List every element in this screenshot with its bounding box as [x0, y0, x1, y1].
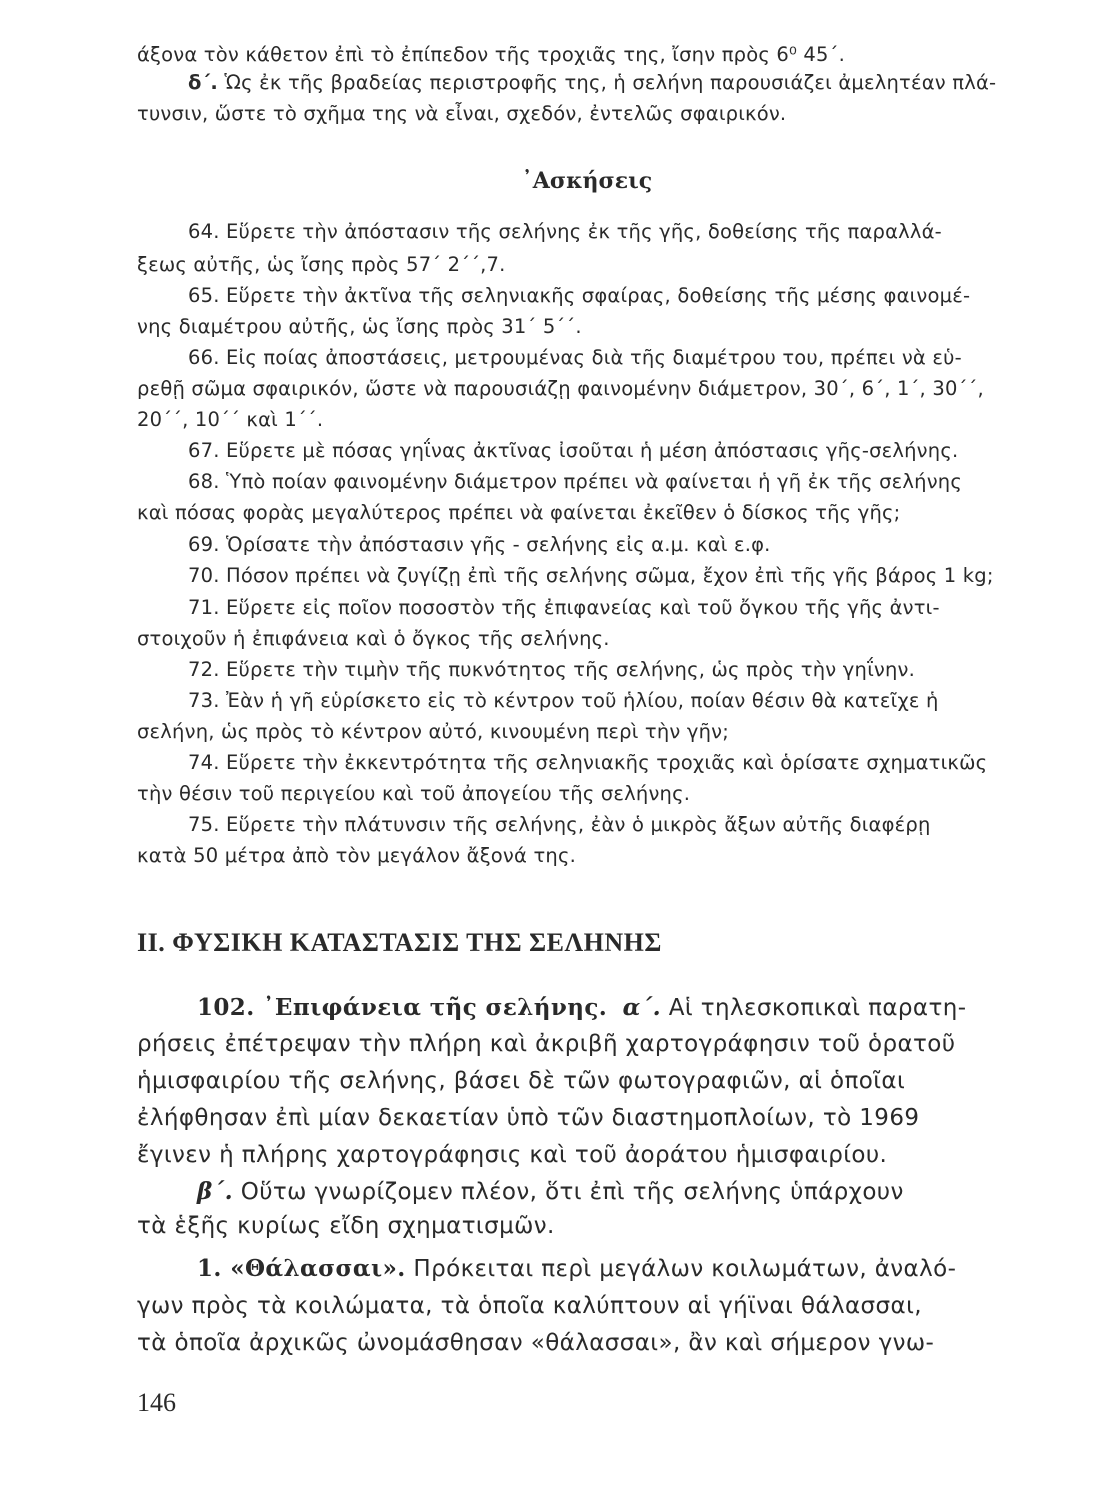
exercise-line: ρεθῇ σῶμα σφαιρικόν, ὥστε νὰ παρουσιάζῃ φαινομένην διάμετρον, 30΄, 6΄, 1΄, 30΄΄, [137, 377, 984, 400]
alpha-marker: α΄. [622, 994, 662, 1021]
paragraph-line [197, 993, 1037, 1023]
exercise-line: τὴν θέσιν τοῦ περιγείου καὶ τοῦ ἀπογείου τῆς σελήνης. [137, 782, 691, 805]
exercise-line: νης διαμέτρου αὐτῆς, ὡς ἴσης πρὸς 31΄ 5΄΄. [137, 315, 582, 338]
paragraph-line: τὰ ὁποῖα ἀρχικῶς ὠνομάσθησαν «θάλασσαι», ἂν καὶ σήμερον γνω- [137, 1330, 935, 1356]
exercise-line: σελήνη, ὡς πρὸς τὸ κέντρον αὐτό, κινουμένη περὶ τὴν γῆν; [137, 720, 730, 743]
exercise-line: 64. Εὕρετε τὴν ἀπόστασιν τῆς σελήνης ἐκ τῆς γῆς, δοθείσης τῆς παραλλά- [188, 220, 942, 243]
exercise-line: κατὰ 50 μέτρα ἀπὸ τὸν μεγάλον ἄξονά της. [137, 844, 576, 867]
item-marker: 1. «Θάλασσαι». [197, 1255, 406, 1282]
section-title: II. ΦΥΣΙΚΗ ΚΑΤΑΣΤΑΣΙΣ ΤΗΣ ΣΕΛΗΝΗΣ [137, 928, 662, 957]
paragraph-line: ἔγινεν ἡ πλήρης χαρτογράφησις καὶ τοῦ ἀοράτου ἡμισφαιρίου. [137, 1142, 888, 1168]
paragraph-heading: 102. ᾿Επιφάνεια τῆς σελήνης. [197, 994, 608, 1021]
paragraph-line [197, 1177, 1037, 1207]
paragraph-line: ἡμισφαιρίου τῆς σελήνης, βάσει δὲ τῶν φωτογραφιῶν, αἱ ὁποῖαι [137, 1068, 906, 1094]
paragraph-line [197, 1254, 1037, 1284]
text-span: Πρόκειται περὶ μεγάλων κοιλωμάτων, ἀναλό- [413, 1256, 957, 1282]
text-line: τυνσιν, ὥστε τὸ σχῆμα της νὰ εἶναι, σχεδόν, ἐντελῶς σφαιρικόν. [137, 102, 787, 125]
exercise-line: καὶ πόσας φορὰς μεγαλύτερος πρέπει νὰ φαίνεται ἐκεῖθεν ὁ δίσκος τῆς γῆς; [137, 501, 901, 524]
exercise-line: 69. Ὁρίσατε τὴν ἀπόστασιν γῆς - σελήνης εἰς α.μ. καὶ ε.φ. [188, 533, 771, 556]
exercise-line: 67. Εὕρετε μὲ πόσας γηΐνας ἀκτῖνας ἰσοῦται ἡ μέση ἀπόστασις γῆς-σελήνης. [188, 439, 959, 462]
paragraph-line: γων πρὸς τὰ κοιλώματα, τὰ ὁποῖα καλύπτουν αἱ γήϊναι θάλασσαι, [137, 1293, 922, 1319]
exercises-heading: ᾿Ασκήσεις [521, 168, 653, 194]
beta-marker: β΄. [197, 1178, 233, 1205]
exercise-line: 70. Πόσον πρέπει νὰ ζυγίζῃ ἐπὶ τῆς σελήνης σῶμα, ἔχον ἐπὶ τῆς γῆς βάρος 1 kg; [188, 564, 994, 587]
exercise-line: 74. Εὕρετε τὴν ἐκκεντρότητα τῆς σεληνιακῆς τροχιᾶς καὶ ὁρίσατε σχηματικῶς [188, 751, 988, 774]
exercise-line: ξεως αὐτῆς, ὡς ἴσης πρὸς 57΄ 2΄΄,7. [137, 253, 506, 276]
exercise-line: 73. Ἐὰν ἡ γῆ εὑρίσκετο εἰς τὸ κέντρον τοῦ ἡλίου, ποίαν θέσιν θὰ κατεῖχε ἡ [188, 689, 939, 712]
paragraph-line: ρήσεις ἐπέτρεψαν τὴν πλήρη καὶ ἀκριβῆ χαρτογράφησιν τοῦ ὁρατοῦ [137, 1031, 956, 1057]
text-line [188, 70, 1037, 96]
exercise-line: 20΄΄, 10΄΄ καὶ 1΄΄. [137, 408, 324, 431]
exercise-line: 71. Εὕρετε εἰς ποῖον ποσοστὸν τῆς ἐπιφανείας καὶ τοῦ ὄγκου τῆς γῆς ἀντι- [188, 596, 940, 619]
paragraph-line: τὰ ἑξῆς κυρίως εἴδη σχηματισμῶν. [137, 1213, 555, 1239]
text-line: άξονα τὸν κάθετον ἐπὶ τὸ ἐπίπεδον τῆς τροχιᾶς της, ἴσην πρὸς 6⁰ 45΄. [137, 43, 845, 66]
page-number: 146 [137, 1388, 176, 1417]
text-span: Οὕτω γνωρίζομεν πλέον, ὅτι ἐπὶ τῆς σελήνης ὑπάρχουν [240, 1179, 904, 1205]
paragraph-line: ἐλήφθησαν ἐπὶ μίαν δεκαετίαν ὑπὸ τῶν διαστημοπλοίων, τὸ 1969 [137, 1105, 920, 1131]
exercise-line: 66. Εἰς ποίας ἀποστάσεις, μετρουμένας διὰ τῆς διαμέτρου του, πρέπει νὰ εὑ- [188, 346, 962, 369]
exercise-line: 75. Εὕρετε τὴν πλάτυνσιν τῆς σελήνης, ἐὰν ὁ μικρὸς ἄξων αὐτῆς διαφέρῃ [188, 813, 931, 836]
exercise-line: 65. Εὕρετε τὴν ἀκτῖνα τῆς σεληνιακῆς σφαίρας, δοθείσης τῆς μέσης φαινομέ- [188, 284, 971, 307]
delta-marker: δ΄. [188, 71, 219, 94]
text-span: Ὡς ἐκ τῆς βραδείας περιστροφῆς της, ἡ σελήνη παρουσιάζει ἀμελητέαν πλά- [224, 71, 997, 94]
exercise-line: 72. Εὕρετε τὴν τιμὴν τῆς πυκνότητος τῆς σελήνης, ὡς πρὸς τὴν γηΐνην. [188, 658, 916, 681]
exercise-line: 68. Ὑπὸ ποίαν φαινομένην διάμετρον πρέπει νὰ φαίνεται ἡ γῆ ἐκ τῆς σελήνης [188, 470, 963, 493]
exercise-line: στοιχοῦν ἡ ἐπιφάνεια καὶ ὁ ὄγκος τῆς σελήνης. [137, 627, 610, 650]
text-span: Αἱ τηλεσκοπικαὶ παρατη- [668, 995, 967, 1021]
